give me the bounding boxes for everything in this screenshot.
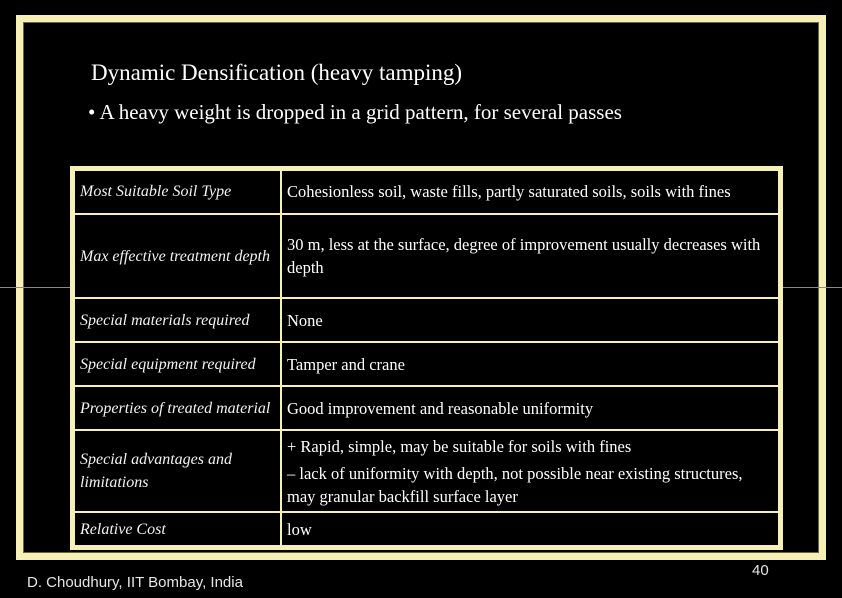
table-row [74, 386, 779, 430]
row-value: Cohesionless soil, waste fills, partly saturated soils, soils with fines [281, 170, 779, 214]
table-row [74, 512, 779, 546]
advantage-line: + Rapid, simple, may be suitable for soils with fines [287, 436, 632, 456]
row-label: Most Suitable Soil Type [74, 170, 281, 214]
table-row [74, 430, 779, 512]
row-value: Tamper and crane [281, 342, 779, 386]
row-label: Special materials required [74, 298, 281, 342]
row-label: Special advantages and limitations [74, 430, 281, 512]
row-label: Properties of treated material [74, 386, 281, 430]
table-row [74, 170, 779, 214]
table-row [74, 298, 779, 342]
row-label: Special equipment required [74, 342, 281, 386]
row-value [281, 430, 779, 512]
row-value: None [281, 298, 779, 342]
row-value: 30 m, less at the surface, degree of improvement usually decreases with depth [281, 214, 779, 298]
page-number: 40 [752, 562, 769, 579]
properties-table [70, 166, 783, 550]
row-value: Good improvement and reasonable uniformity [281, 386, 779, 430]
footer-credit: D. Choudhury, IIT Bombay, India [27, 574, 243, 591]
table-row [74, 342, 779, 386]
row-value: low [281, 512, 779, 546]
limitation-line: – lack of uniformity with depth, not possible near existing structures, may granular backfill surface layer [287, 463, 743, 506]
bullet-point: • A heavy weight is dropped in a grid pattern, for several passes [88, 100, 622, 124]
slide-title: Dynamic Densification (heavy tamping) [91, 60, 463, 85]
row-label: Relative Cost [74, 512, 281, 546]
row-label: Max effective treatment depth [74, 214, 281, 298]
table-row [74, 214, 779, 298]
